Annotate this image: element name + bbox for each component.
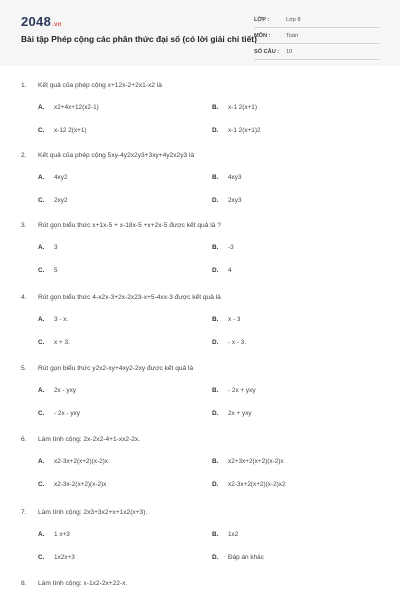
option-letter: D. — [212, 554, 219, 561]
option-letter: A. — [38, 174, 45, 181]
option-text: 2xy2 — [54, 197, 68, 204]
option-text: 2x + yxy — [228, 410, 252, 417]
option-text: 4xy3 — [228, 174, 242, 181]
question-text: Kết quả của phép cộng x+12x-2+2x1-x2 là — [38, 82, 162, 89]
meta-label: MÔN : — [254, 33, 271, 39]
option-letter: D. — [212, 481, 219, 488]
option-text: x2-3x-2(x+2)(x-2)x — [54, 481, 107, 488]
option-letter: D. — [212, 197, 219, 204]
option-letter: A. — [38, 316, 45, 323]
option-text: x + 3. — [54, 339, 70, 346]
option-letter: B. — [212, 458, 219, 465]
option-letter: A. — [38, 244, 45, 251]
option-text: x - 3 — [228, 316, 241, 323]
option-text: 1x2 — [228, 531, 239, 538]
page-title: Bài tập Phép cộng các phân thức đại số (có lời giải chi tiết) — [21, 34, 257, 44]
option-letter: D. — [212, 267, 219, 274]
question-number: 4. — [21, 294, 27, 301]
option-letter: C. — [38, 197, 45, 204]
option-letter: D. — [212, 410, 219, 417]
option-text: - 2x - yxy — [54, 410, 80, 417]
meta-question-count — [254, 44, 380, 60]
question-text: Kết quả của phép cộng 5xy-4y2x2y3+3xy+4y2x2y3 là — [38, 152, 195, 159]
question-text: Làm tính cộng: 2x3+3x2+x+1x2(x+3). — [38, 509, 148, 516]
option-text: 2xy3 — [228, 197, 242, 204]
logo-suffix: .vn — [52, 22, 62, 28]
page-header — [0, 0, 400, 66]
option-letter: C. — [38, 267, 45, 274]
option-text: 1x2x+3 — [54, 554, 75, 561]
option-text: 4 — [228, 267, 232, 274]
option-letter: B. — [212, 104, 219, 111]
option-letter: B. — [212, 531, 219, 538]
option-text: x2-3x+2(x+2)(x-2)x — [54, 458, 108, 465]
option-text: - 2x + yxy — [228, 387, 256, 394]
option-letter: B. — [212, 387, 219, 394]
option-text: 3 - x. — [54, 316, 69, 323]
option-text: x-1 2(x+1) — [228, 104, 257, 111]
question-text: Rút gọn biểu thức 4-x2x-3+2x-2x23-x+5-4xx-3 được kết quả là — [38, 294, 221, 301]
option-text: 5 — [54, 267, 58, 274]
question-number: 2. — [21, 152, 27, 159]
option-text: -3 — [228, 244, 234, 251]
question-number: 1. — [21, 82, 27, 89]
question-text: Làm tính cộng: x-1x2-2x+22-x. — [38, 580, 128, 587]
option-letter: D. — [212, 127, 219, 134]
question-number: 3. — [21, 222, 27, 229]
option-letter: A. — [38, 458, 45, 465]
meta-label: SỐ CÂU : — [254, 49, 280, 55]
option-text: x2-3x+2(x+2)(x-2)x2 — [228, 481, 286, 488]
option-letter: A. — [38, 104, 45, 111]
site-logo[interactable]: 2048.vn — [21, 14, 62, 29]
question-number: 6. — [21, 436, 27, 443]
option-letter: C. — [38, 410, 45, 417]
question-text: Làm tính cộng: 2x-2x2-4+1-xx2-2x. — [38, 436, 141, 443]
option-text: 1 x+3 — [54, 531, 70, 538]
option-letter: C. — [38, 481, 45, 488]
question-number: 5. — [21, 365, 27, 372]
meta-value: Toán — [286, 33, 299, 39]
option-text: x-12 2(x+1) — [54, 127, 87, 134]
option-letter: B. — [212, 316, 219, 323]
question-number: 8. — [21, 580, 27, 587]
option-text: x-1 2(x+1)2 — [228, 127, 261, 134]
option-text: - x - 3. — [228, 339, 247, 346]
option-text: 4xy2 — [54, 174, 68, 181]
meta-grade — [254, 12, 380, 28]
option-text: Đáp án khác — [228, 554, 264, 561]
question-text: Rút gọn biểu thức y2x2-xy+4xy2-2xy được kết quả là — [38, 365, 194, 372]
question-number: 7. — [21, 509, 27, 516]
option-letter: C. — [38, 127, 45, 134]
meta-value: Lớp 8 — [286, 17, 301, 23]
option-letter: B. — [212, 244, 219, 251]
option-letter: C. — [38, 339, 45, 346]
meta-subject — [254, 28, 380, 44]
meta-value: 10 — [286, 49, 293, 55]
option-text: 2x - yxy — [54, 387, 77, 394]
option-letter: B. — [212, 174, 219, 181]
option-text: 3 — [54, 244, 58, 251]
question-text: Rút gọn biểu thức x+1x-5 + x-18x-5 +x+2x-5 được kết quả là ? — [38, 222, 221, 229]
option-letter: A. — [38, 387, 45, 394]
option-letter: D. — [212, 339, 219, 346]
option-letter: C. — [38, 554, 45, 561]
option-letter: A. — [38, 531, 45, 538]
meta-label: LỚP : — [254, 17, 270, 23]
option-text: x2+3x+2(x+2)(x-2)x — [228, 458, 284, 465]
option-text: x2+4x+12(x2-1) — [54, 104, 99, 111]
